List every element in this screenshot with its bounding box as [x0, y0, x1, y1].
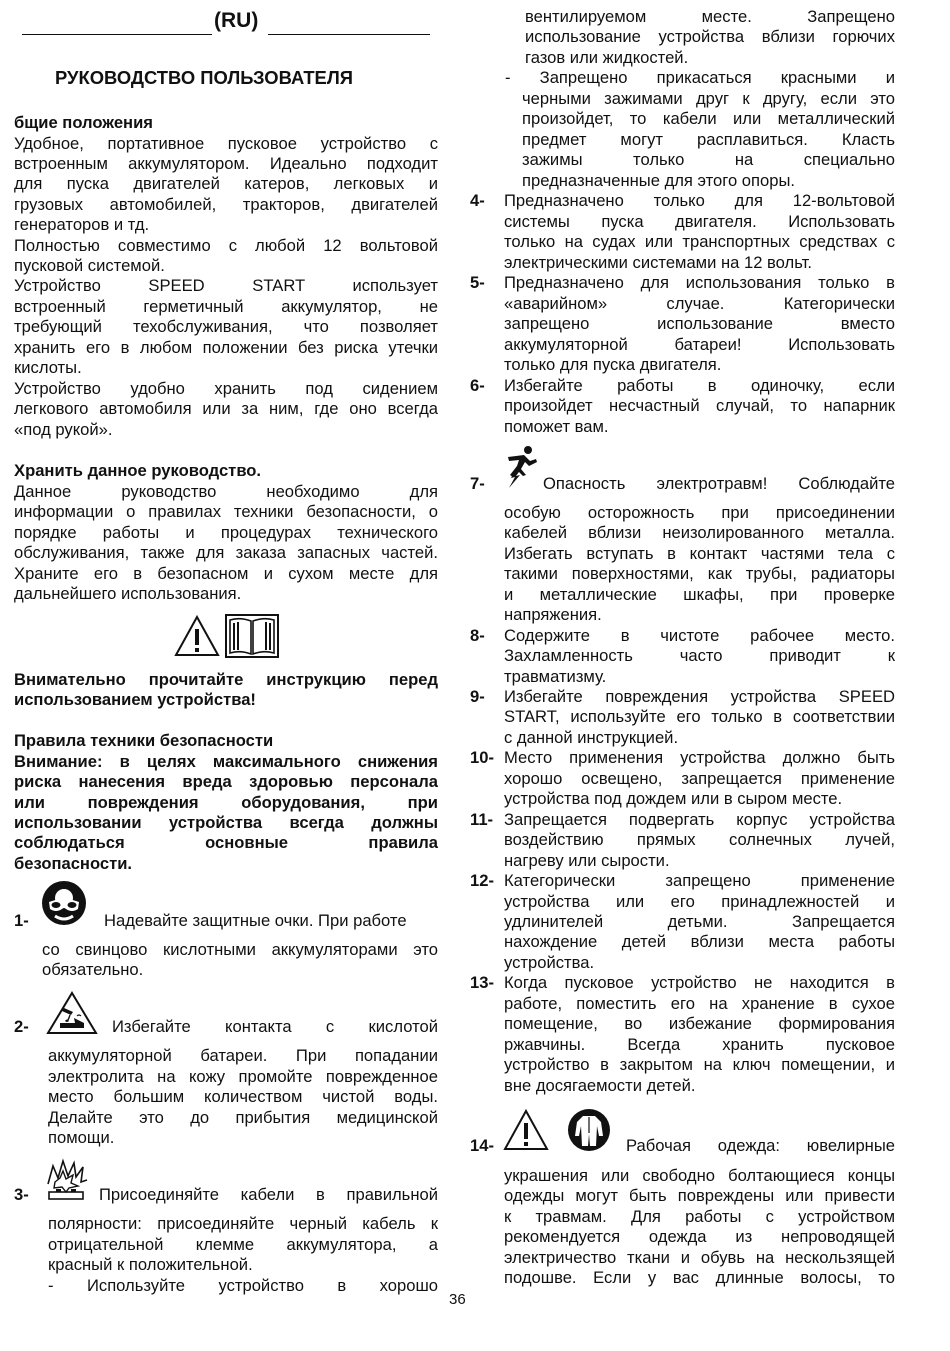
item-text: подошве. Если у вас длинные волосы, то — [504, 1268, 895, 1287]
item-text: хорошо освещено, запрещается применение — [504, 769, 895, 788]
item-text: Опасность электротравм! Соблюдайте — [543, 474, 895, 493]
item-text: Избегайте работы в одиночку, если — [504, 376, 895, 395]
item-text: удлинителей детьми. Запрещается — [504, 912, 895, 931]
item-text: нахождение детей вблизи места работы — [504, 932, 895, 951]
item-text: Делайте это до прибытия медицинской — [48, 1108, 438, 1127]
item-text: устройства под дождем или в сыром месте. — [504, 789, 843, 808]
item-text: только на судах или транспортных средствах с — [504, 232, 895, 251]
warning-triangle-icon — [503, 1109, 549, 1151]
item-text: воздействию прямых солнечных лучей, — [504, 830, 895, 849]
text-line: обслуживания, также для заказа запасных частей. — [14, 543, 438, 562]
item-text: работе, поместить его на хранение в сухое — [504, 994, 895, 1013]
header-rule-left — [22, 34, 212, 35]
item-number: 3- — [14, 1185, 29, 1204]
item-text: устройства или его принадлежностей и — [504, 892, 895, 911]
item-text: место большим количеством чистой воды. — [48, 1087, 438, 1106]
item-text: к травмам. Для работы с устройством — [504, 1207, 895, 1226]
item-number: 13- — [470, 973, 494, 992]
text-line: кислоты. — [14, 358, 82, 377]
item-text: Содержите в чистоте рабочее место. — [504, 626, 895, 645]
item-text: рекомендуется одежда из непроводящей — [504, 1227, 895, 1246]
item-number: 14- — [470, 1136, 494, 1155]
item-text: напряжения. — [504, 605, 602, 624]
item-text: аккумуляторной батареи. При попадании — [48, 1046, 438, 1065]
manual-book-icon — [225, 614, 279, 658]
item-text: Избегать вступать в контакт частями тела с — [504, 544, 895, 563]
section-heading-keep-manual: Хранить данное руководство. — [14, 461, 262, 480]
item-text: такими поверхностями, как трубы, радиаторы — [504, 564, 895, 583]
text-line: Удобное, портативное пусковое устройство с — [14, 134, 438, 153]
item-text: одежды могут быть повреждены или привести — [504, 1186, 895, 1205]
item-text: вне досягаемости детей. — [504, 1076, 696, 1095]
item-text: Категорически запрещено применение — [504, 871, 895, 890]
header-language: (RU) — [214, 9, 259, 32]
item-text: Надевайте защитные очки. При работе — [104, 911, 407, 930]
item-text: «аварийном» случае. Категорически — [504, 294, 895, 313]
item-text: кабелей вблизи неизолированного металла. — [504, 523, 895, 542]
item-text: аккумуляторной батареи! Использовать — [504, 335, 895, 354]
item-text: и металлические шкафы, при проверке — [504, 585, 895, 604]
item-text: полярности: присоединяйте черный кабель к — [48, 1214, 438, 1233]
item-text: Место применения устройства должно быть — [504, 748, 895, 767]
item-text: Присоединяйте кабели в правильной — [99, 1185, 438, 1204]
text-line: - Запрещено прикасаться красными и — [505, 68, 895, 87]
item-text: украшения или свободно болтающиеся концы — [504, 1166, 895, 1185]
section-heading-safety: Правила техники безопасности — [14, 731, 274, 750]
text-line: встроенный герметичный аккумулятор, не — [14, 297, 438, 316]
item-text: Предназначено только для 12-вольтовой — [504, 191, 895, 210]
page-title: РУКОВОДСТВО ПОЛЬЗОВАТЕЛЯ — [55, 67, 353, 88]
text-line: зажимы только на специально — [522, 150, 895, 169]
item-text: Когда пусковое устройство не находится в — [504, 973, 895, 992]
item-text: запрещено использование вместо — [504, 314, 895, 333]
item-number: 4- — [470, 191, 485, 210]
text-line: легкового автомобиля или за ним, где оно всегда — [14, 399, 438, 418]
item-text: с данной инструкцией. — [504, 728, 679, 747]
text-line: Устройство удобно хранить под сидением — [14, 379, 438, 398]
text-line: использовании устройства всегда должны — [14, 813, 438, 832]
text-line: или повреждения оборудования, при — [14, 793, 438, 812]
read-instructions-text: использованием устройства! — [14, 690, 256, 709]
safety-goggles-icon — [41, 880, 87, 926]
item-number: 7- — [470, 474, 485, 493]
text-line: безопасности. — [14, 854, 133, 873]
item-text: устройство в закрытом на ключ помещении, и — [504, 1055, 895, 1074]
item-text: Рабочая одежда: ювелирные — [626, 1136, 895, 1155]
text-line: черными зажимами друг к другу, если это — [522, 89, 895, 108]
item-text: системы пуска двигателя. Использовать — [504, 212, 895, 231]
item-text: красный к положительной. — [48, 1255, 253, 1274]
text-line: Данное руководство необходимо для — [14, 482, 438, 501]
text-line: Храните его в безопасном и сухом месте для — [14, 564, 438, 583]
item-text: поможет вам. — [504, 417, 609, 436]
item-number: 1- — [14, 911, 29, 930]
item-text: особую осторожность при присоединении — [504, 503, 895, 522]
text-line: произойдет, то кабели или металлический — [522, 109, 895, 128]
section-heading-general: бщие положения — [14, 113, 153, 132]
text-line: генераторов и тд. — [14, 215, 150, 234]
item-text: нагреву или сырости. — [504, 851, 670, 870]
electric-shock-icon — [500, 445, 540, 489]
text-line: пусковой системой. — [14, 256, 165, 275]
item-text: со свинцово кислотными аккумуляторами это — [42, 940, 438, 959]
item-text: электролита на кожу промойте поврежденное — [48, 1067, 438, 1086]
item-text: электричество ткани и обувь на нескользящей — [504, 1248, 895, 1267]
text-line: Внимание: в целях максимального снижения — [14, 752, 438, 771]
item-number: 6- — [470, 376, 485, 395]
text-line: требующий техобслуживания, что позволяет — [14, 317, 438, 336]
text-line: для пуска двигателей катеров, легковых и — [14, 174, 438, 193]
text-line: грузовых автомобилей, тракторов, двигателей — [14, 195, 438, 214]
item-number: 11- — [470, 810, 494, 829]
item-number: 10- — [470, 748, 494, 767]
item-text: устройства. — [504, 953, 595, 972]
item-text: Избегайте повреждения устройства SPEED — [504, 687, 895, 706]
text-line: предназначенные для этого опоры. — [522, 171, 796, 190]
item-text: травматизму. — [504, 667, 607, 686]
item-text: обязательно. — [42, 960, 144, 979]
item-text: произойдет несчастный случай, то напарник — [504, 396, 895, 415]
text-line: дальнейшего использования. — [14, 584, 242, 603]
item-text: только для пуска двигателя. — [504, 355, 722, 374]
item-text: электрическими системами на 12 вольт. — [504, 253, 812, 272]
explosion-icon — [44, 1158, 90, 1202]
item-text: Захламленность часто приводит к — [504, 646, 895, 665]
text-line: порядке работы и процедурах технического — [14, 523, 438, 542]
item-text: - Используйте устройство в хорошо — [48, 1276, 438, 1295]
text-line: Полностью совместимо с любой 12 вольтовой — [14, 236, 438, 255]
item-number: 8- — [470, 626, 485, 645]
text-line: вентилируемом месте. Запрещено — [525, 7, 895, 26]
text-line: «под рукой». — [14, 420, 113, 439]
item-text: Предназначено для использования только в — [504, 273, 895, 292]
text-line: использование устройства вблизи горючих — [525, 27, 895, 46]
header-rule-right — [268, 34, 430, 35]
acid-hazard-icon — [46, 991, 98, 1035]
item-number: 12- — [470, 871, 494, 890]
item-number: 9- — [470, 687, 485, 706]
item-text: Избегайте контакта с кислотой — [112, 1017, 438, 1036]
text-line: риска нанесения вреда здоровью персонала — [14, 772, 438, 791]
item-text: помещение, во избежание формирования — [504, 1014, 895, 1033]
page-number: 36 — [449, 1291, 466, 1308]
text-line: информации о правилах техники безопасности, о — [14, 502, 438, 521]
item-text: START, используйте его только в соответствии — [504, 707, 895, 726]
text-line: хранить его в любом положении без риска утечки — [14, 338, 438, 357]
text-line: Устройство SPEED START использует — [14, 276, 438, 295]
item-text: Запрещается подвергать корпус устройства — [504, 810, 895, 829]
read-instructions-text: Внимательно прочитайте инструкцию перед — [14, 670, 438, 689]
text-line: соблюдаться основные правила — [14, 833, 438, 852]
item-number: 5- — [470, 273, 485, 292]
item-text: ржавчины. Всегда хранить пусковое — [504, 1035, 895, 1054]
warning-triangle-icon — [174, 615, 220, 657]
text-line: встроенным аккумулятором. Идеально подходит — [14, 154, 438, 173]
item-text: помощи. — [48, 1128, 115, 1147]
protective-clothing-icon — [567, 1108, 611, 1152]
text-line: предмет могут расплавиться. Класть — [522, 130, 895, 149]
item-text: отрицательной клемме аккумулятора, а — [48, 1235, 438, 1254]
text-line: газов или жидкостей. — [525, 48, 689, 67]
item-number: 2- — [14, 1017, 29, 1036]
